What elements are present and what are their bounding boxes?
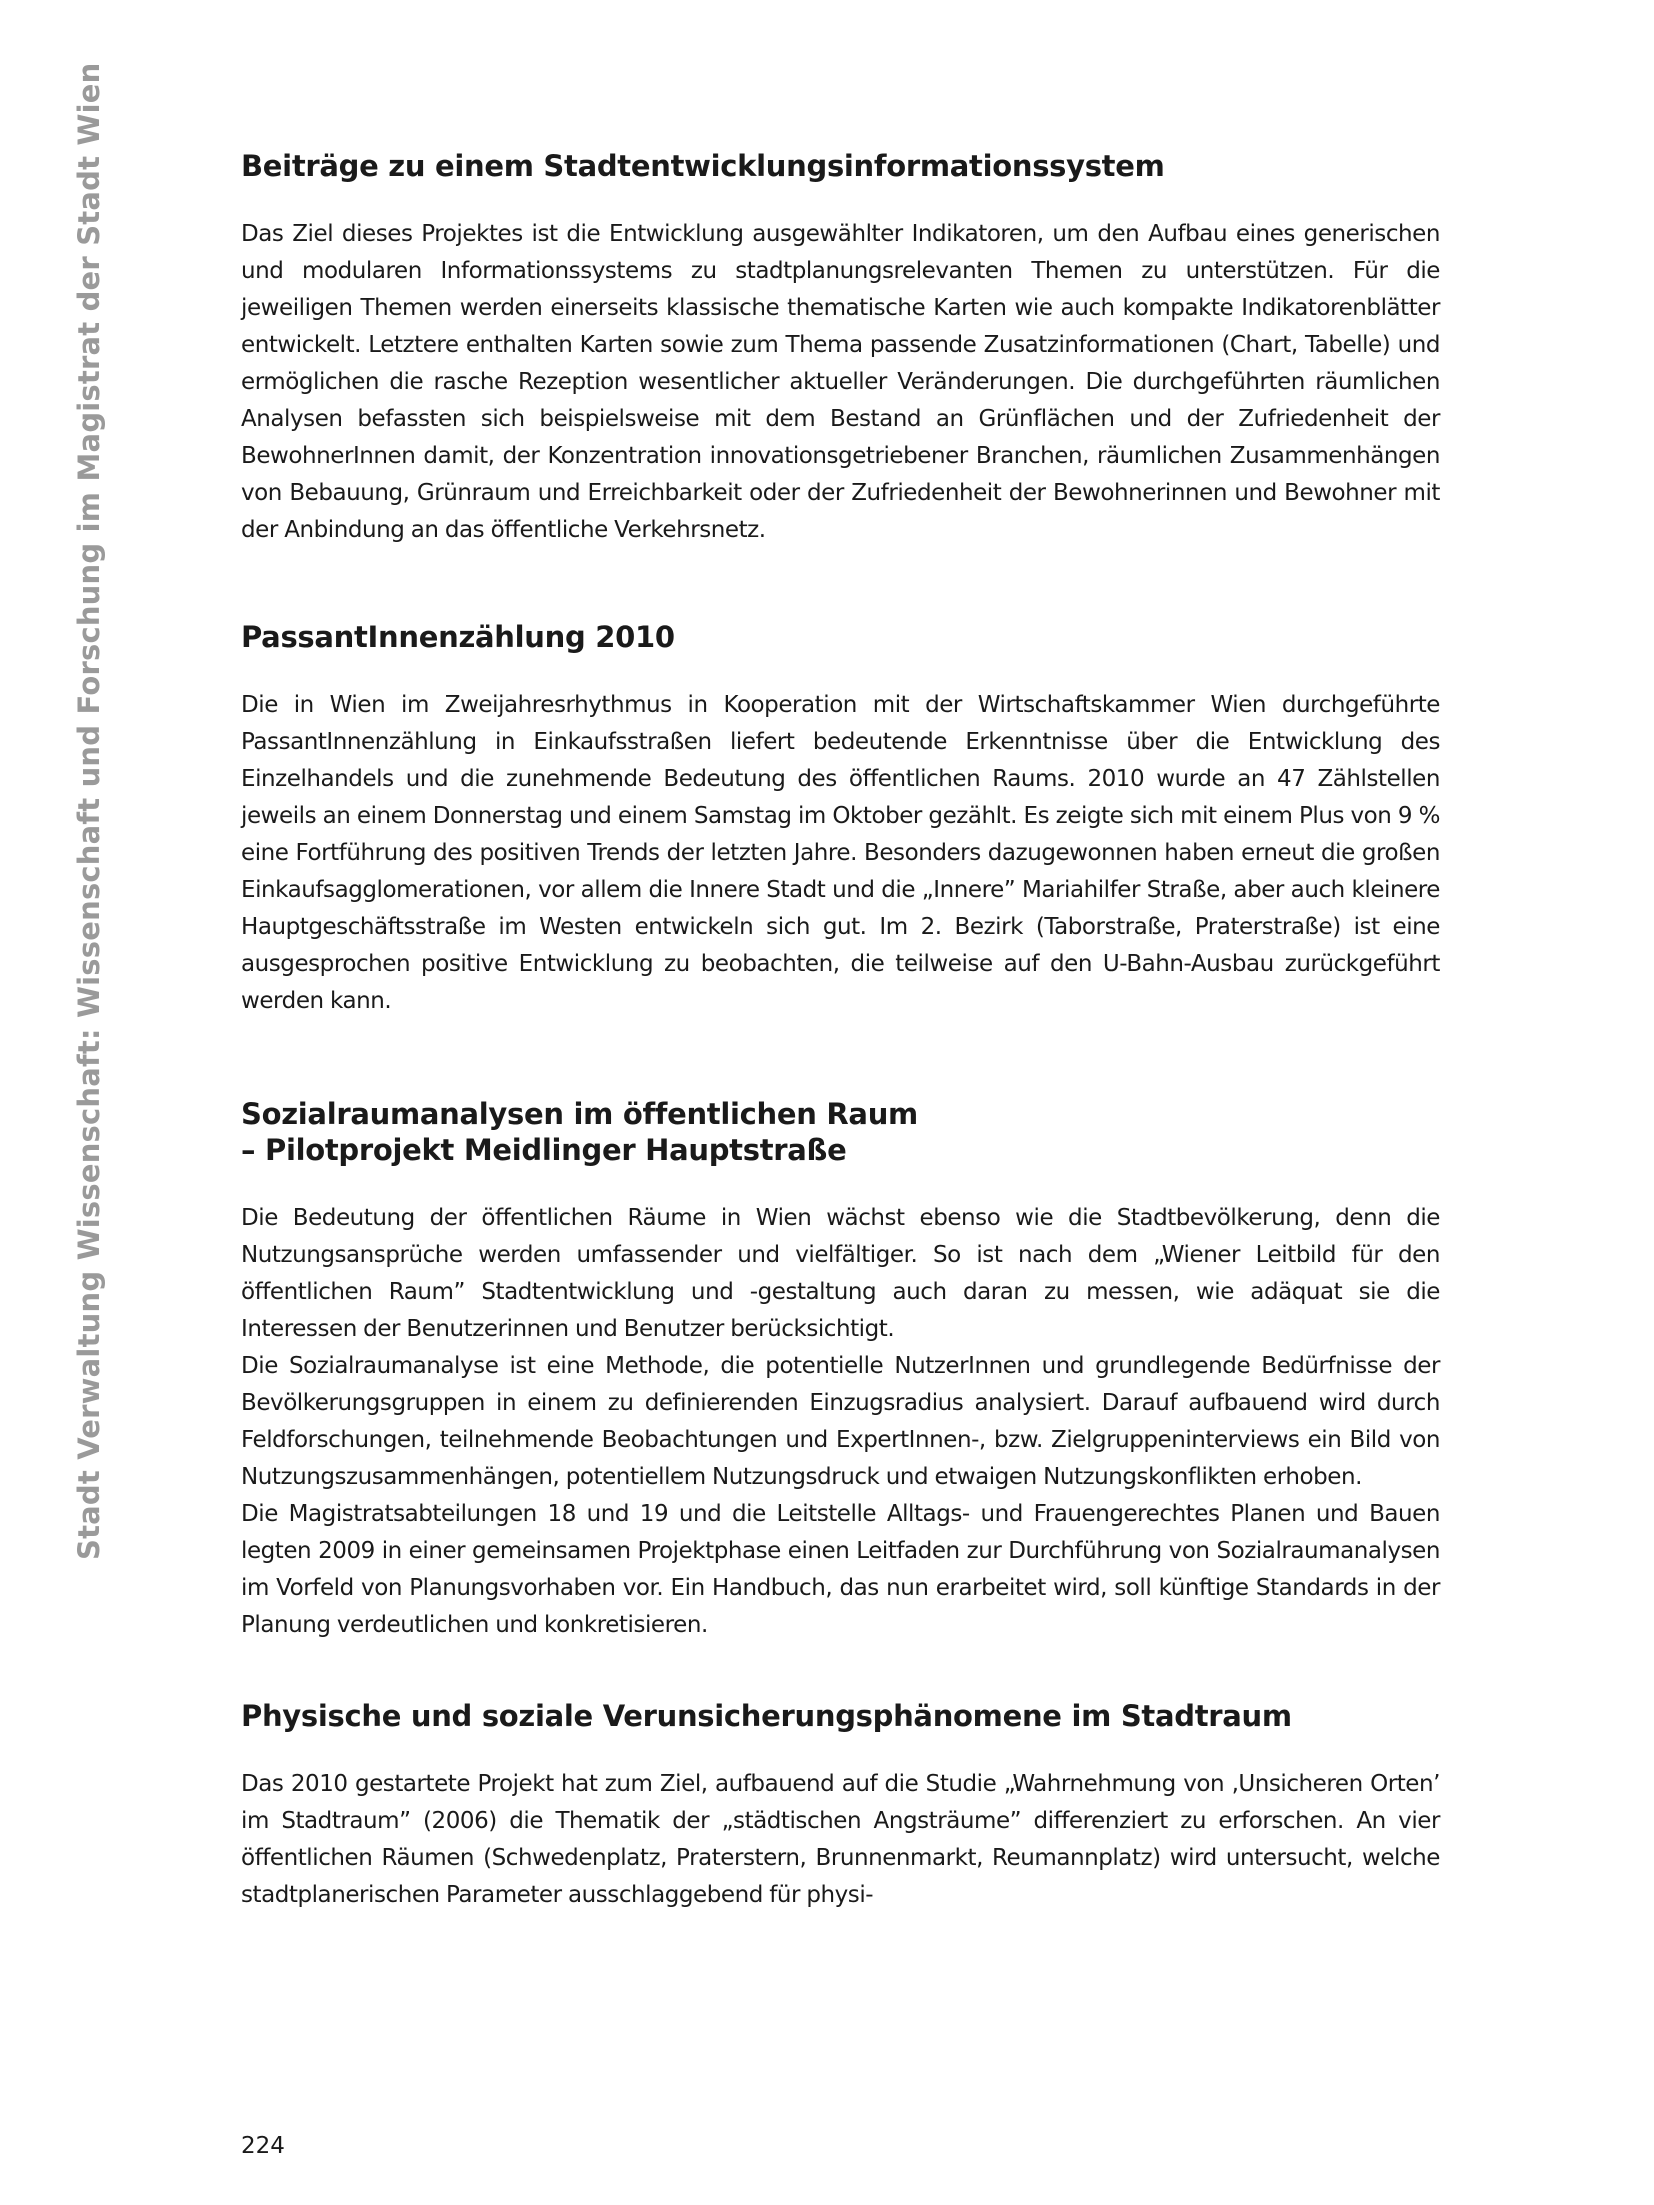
paragraph: Die in Wien im Zweijahresrhythmus in Kooperation mit der Wirtschaftskammer Wien durchgeführte PassantInnenzählung in Einkaufsstraßen liefert bedeutende Erkenntnisse über die Entwicklung des Einzelhandels und die zunehmende Bedeutung des öffentlichen Raums. 2010 wurde an 47 Zählstellen jeweils an einem Donnerstag und einem Samstag im Oktober gezählt. Es zeigte sich mit einem Plus von 9 % eine Fortführung des positiven Trends der letzten Jahre. Besonders dazugewonnen haben erneut die großen Einkaufsagglomerationen, vor allem die Innere Stadt und die „Innere” Mariahilfer Straße, aber auch kleinere Hauptgeschäftsstraße im Westen entwickeln sich gut. Im 2. Bezirk (Taborstraße, Praterstraße) ist eine ausgesprochen positive Entwicklung zu beobachten, die teilweise auf den U-Bahn-Ausbau zurückgeführt werden kann. bbox=[241, 692, 1440, 1014]
section-sozialraumanalysen bbox=[241, 1096, 1440, 1644]
paragraph: Das 2010 gestartete Projekt hat zum Ziel, aufbauend auf die Studie „Wahrnehmung von ‚Unsicheren Orten’ im Stadtraum” (2006) die Thematik der „städtischen Angsträume” differenziert zu erforschen. An vier öffentlichen Räumen (Schwedenplatz, Praterstern, Brunnenmarkt, Reumannplatz) wird untersucht, welche stadtplanerischen Parameter ausschlaggebend für physi- bbox=[241, 1771, 1440, 1908]
section-passantinnenzaehlung bbox=[241, 619, 1440, 1020]
section-heading-line: – Pilotprojekt Meidlinger Hauptstraße bbox=[241, 1133, 847, 1167]
paragraph: Die Sozialraumanalyse ist eine Methode, die potentielle NutzerInnen und grundlegende Bedürfnisse der Bevölkerungsgruppen in einem zu definierenden Einzugsradius analysiert. Darauf aufbauend wird durch Feldforschungen, teilnehmende Beobachtungen und ExpertInnen-, bzw. Zielgruppeninterviews ein Bild von Nutzungszusammenhängen, potentiellem Nutzungsdruck und etwaigen Nutzungskonflikten erhoben. bbox=[241, 1353, 1440, 1490]
section-verunsicherungsphaenomene bbox=[241, 1698, 1440, 1914]
paragraph: Das Ziel dieses Projektes ist die Entwicklung ausgewählter Indikatoren, um den Aufbau eines generischen und modularen Informationssystems zu stadtplanungsrelevanten Themen zu unterstützen. Für die jeweiligen Themen werden einerseits klassische thematische Karten wie auch kompakte Indikatorenblätter entwickelt. Letztere enthalten Karten sowie zum Thema passende Zusatzinformationen (Chart, Tabelle) und ermöglichen die rasche Rezeption wesentlicher aktueller Veränderungen. Die durchgeführten räumlichen Analysen befassten sich beispielsweise mit dem Bestand an Grünflächen und der Zufriedenheit der BewohnerInnen damit, der Konzentration innovationsgetriebener Branchen, räumlichen Zusammenhängen von Bebauung, Grünraum und Erreichbarkeit oder der Zufriedenheit der Bewohnerinnen und Bewohner mit der Anbindung an das öffentliche Verkehrsnetz. bbox=[241, 221, 1440, 543]
page-content bbox=[241, 148, 1440, 1984]
paragraph: Die Magistratsabteilungen 18 und 19 und die Leitstelle Alltags- und Frauengerechtes Planen und Bauen legten 2009 in einer gemeinsamen Projektphase einen Leitfaden zur Durchführung von Sozialraumanalysen im Vorfeld von Planungsvorhaben vor. Ein Handbuch, das nun erarbeitet wird, soll künftige Standards in der Planung verdeutlichen und konkretisieren. bbox=[241, 1501, 1440, 1638]
running-title: Stadt Verwaltung Wissenschaft: Wissenschaft und Forschung im Magistrat der Stadt Wien bbox=[72, 62, 106, 1560]
section-heading-line: Sozialraumanalysen im öffentlichen Raum bbox=[241, 1097, 918, 1131]
page-number: 224 bbox=[241, 2133, 285, 2159]
paragraph: Die Bedeutung der öffentlichen Räume in Wien wächst ebenso wie die Stadtbevölkerung, denn die Nutzungsansprüche werden umfassender und vielfältiger. So ist nach dem „Wiener Leitbild für den öffentlichen Raum” Stadtentwicklung und -gestaltung auch daran zu messen, wie adäquat sie die Interessen der Benutzerinnen und Benutzer berücksichtigt. bbox=[241, 1205, 1440, 1342]
section-stadtentwicklungsinformationssystem bbox=[241, 148, 1440, 549]
section-heading: Beiträge zu einem Stadtentwicklungsinformationssystem bbox=[241, 149, 1165, 183]
section-heading: PassantInnenzählung 2010 bbox=[241, 620, 675, 654]
section-heading: Physische und soziale Verunsicherungsphänomene im Stadtraum bbox=[241, 1699, 1292, 1733]
section-heading bbox=[241, 1096, 1440, 1168]
